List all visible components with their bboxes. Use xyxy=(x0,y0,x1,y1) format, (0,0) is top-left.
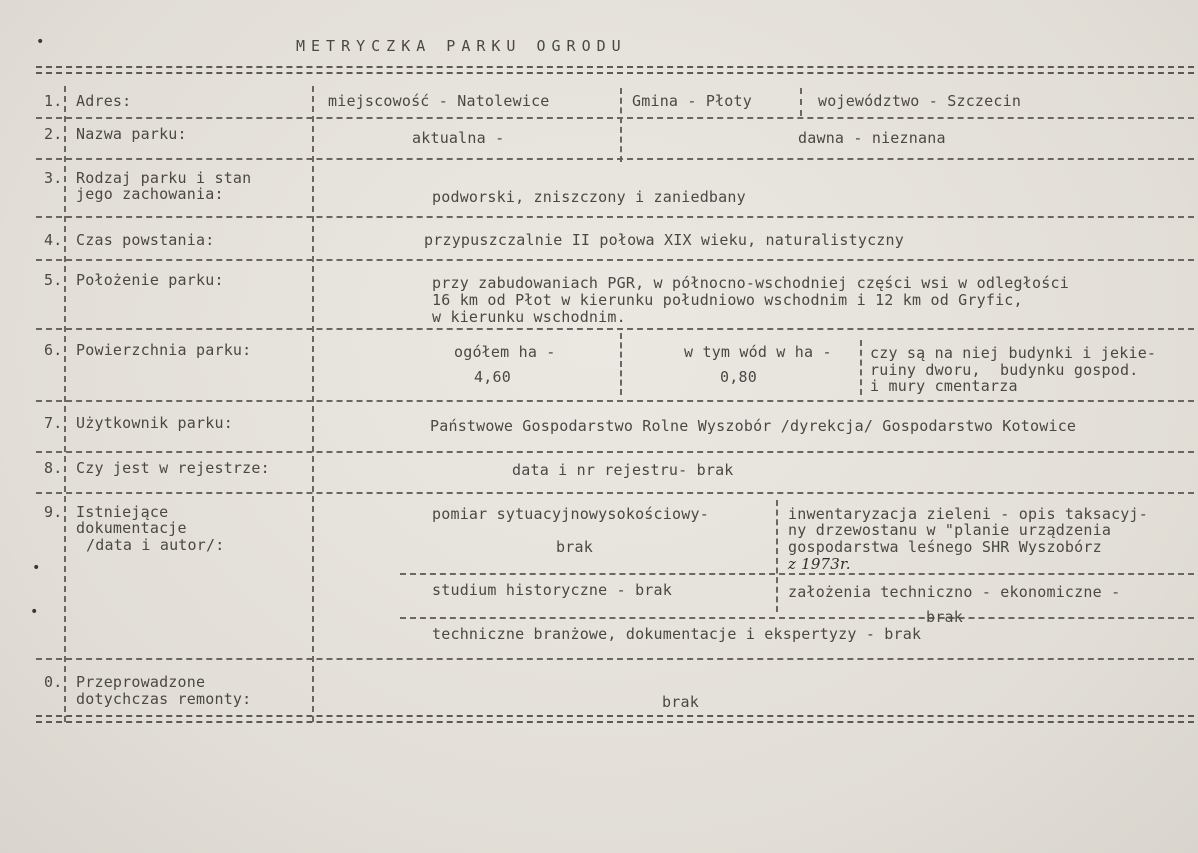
cell-rule xyxy=(620,88,622,162)
number-column-rule xyxy=(64,86,66,722)
row-divider xyxy=(36,451,1194,453)
row-divider xyxy=(36,117,1194,119)
row-number: 1. xyxy=(44,92,63,110)
sub-divider xyxy=(400,573,1194,575)
row-label: dokumentacje xyxy=(76,519,187,537)
row-divider xyxy=(36,158,1194,160)
sub-divider xyxy=(400,617,1194,619)
field-value: aktualna - xyxy=(412,129,505,147)
field-value: przy zabudowaniach PGR, w północno-wschodniej części wsi w odległości xyxy=(432,274,1069,292)
label-column-rule xyxy=(312,86,314,722)
row-label: /data i autor/: xyxy=(86,536,225,554)
field-value: podworski, zniszczony i zaniedbany xyxy=(432,188,746,206)
row-label: jego zachowania: xyxy=(76,185,224,203)
document-title: METRYCZKA PARKU OGRODU xyxy=(296,37,627,55)
field-value: budynku gospod. xyxy=(1000,361,1139,379)
row-label: Nazwa parku: xyxy=(76,125,187,143)
field-value: brak xyxy=(926,608,963,626)
row-number: 5. xyxy=(44,271,63,289)
row-divider xyxy=(36,216,1194,218)
bottom-double-rule xyxy=(36,715,1194,723)
field-value: Gmina - Płoty xyxy=(632,92,752,110)
row-label: Przeprowadzone xyxy=(76,673,206,691)
row-label: Czy jest w rejestrze: xyxy=(76,459,270,477)
field-value: inwentaryzacja zieleni - opis taksacyj- xyxy=(788,505,1148,523)
field-value: z 1973r. xyxy=(788,555,851,573)
field-value: brak xyxy=(556,538,593,556)
row-label: Czas powstania: xyxy=(76,231,215,249)
top-double-rule xyxy=(36,66,1194,74)
field-value: techniczne branżowe, dokumentacje i ekspertyzy - brak xyxy=(432,625,922,643)
row-divider xyxy=(36,328,1194,330)
row-divider xyxy=(36,492,1194,494)
field-value: założenia techniczno - ekonomiczne - xyxy=(788,583,1121,601)
row-number: 6. xyxy=(44,341,63,359)
row-label: Istniejące xyxy=(76,503,169,521)
row-label: Adres: xyxy=(76,92,132,110)
row-label: Położenie parku: xyxy=(76,271,224,289)
field-value: studium historyczne - brak xyxy=(432,581,672,599)
row-divider xyxy=(36,658,1194,660)
field-value: brak xyxy=(662,693,699,711)
row-label: Rodzaj parku i stan xyxy=(76,169,252,187)
row-divider xyxy=(36,259,1194,261)
row-divider xyxy=(36,400,1194,402)
field-value: województwo - Szczecin xyxy=(818,92,1022,110)
field-value: Państwowe Gospodarstwo Rolne Wyszobór /dyrekcja/ Gospodarstwo Kotowice xyxy=(430,417,1077,435)
row-label: Powierzchnia parku: xyxy=(76,341,252,359)
margin-mark: • xyxy=(30,604,39,620)
field-value: 0,80 xyxy=(720,368,757,386)
field-value: ogółem ha - xyxy=(454,343,556,361)
row-number: 4. xyxy=(44,231,63,249)
row-number: 9. xyxy=(44,503,63,521)
cell-rule xyxy=(800,88,802,116)
field-value: czy są na niej budynki i jekie- xyxy=(870,344,1157,362)
row-number: 2. xyxy=(44,125,63,143)
field-value: ny drzewostanu w "planie urządzenia xyxy=(788,521,1112,539)
margin-mark: • xyxy=(36,34,45,50)
field-value: 16 km od Płot w kierunku południowo wschodnim i 12 km od Gryfic, xyxy=(432,291,1023,309)
field-value: gospodarstwa leśnego SHR Wyszobórz xyxy=(788,538,1102,556)
field-value: miejscowość - Natolewice xyxy=(328,92,550,110)
cell-rule xyxy=(620,333,622,395)
field-value: 4,60 xyxy=(474,368,511,386)
margin-mark: • xyxy=(32,560,41,576)
row-number: 3. xyxy=(44,169,63,187)
field-value: w tym wód w ha - xyxy=(684,343,832,361)
field-value: ruiny dworu, xyxy=(870,361,981,379)
cell-rule xyxy=(776,500,778,612)
row-number: 0. xyxy=(44,673,63,691)
field-value: pomiar sytuacyjnowysokościowy- xyxy=(432,505,709,523)
cell-rule xyxy=(860,340,862,395)
row-label: dotychczas remonty: xyxy=(76,690,252,708)
field-value: dawna - nieznana xyxy=(798,129,946,147)
row-number: 8. xyxy=(44,459,63,477)
field-value: w kierunku wschodnim. xyxy=(432,308,626,326)
field-value: i mury cmentarza xyxy=(870,377,1018,395)
field-value: data i nr rejestru- brak xyxy=(512,461,734,479)
row-number: 7. xyxy=(44,414,63,432)
field-value: przypuszczalnie II połowa XIX wieku, naturalistyczny xyxy=(424,231,904,249)
row-label: Użytkownik parku: xyxy=(76,414,233,432)
